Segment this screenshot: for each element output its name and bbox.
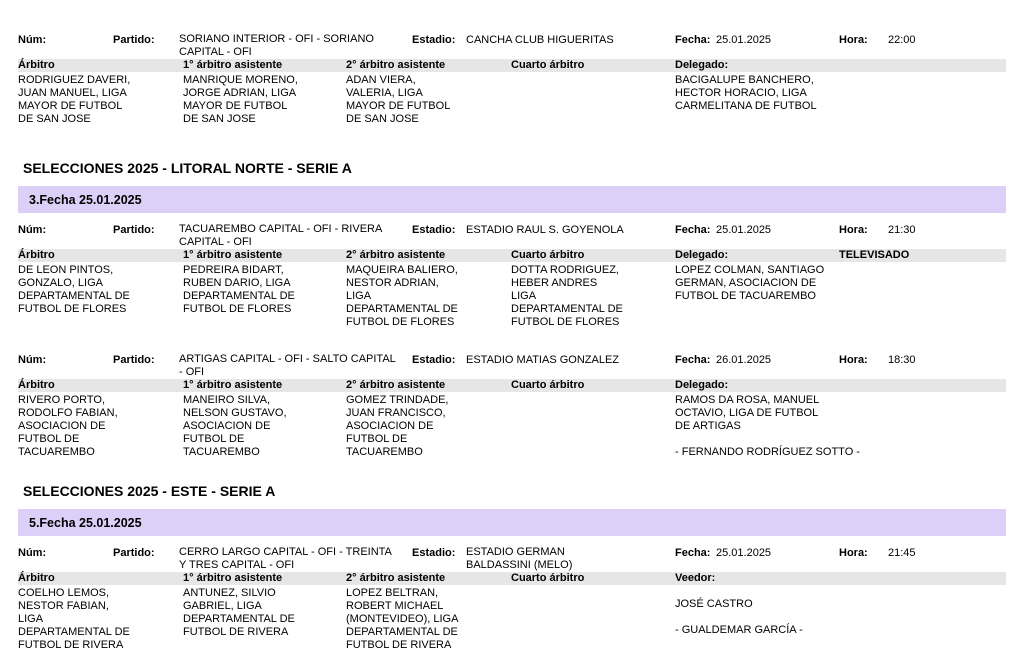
- extra-official-note: - GUALDEMAR GARCÍA -: [675, 624, 803, 636]
- extra-official-note: - FERNANDO RODRÍGUEZ SOTTO -: [675, 446, 860, 458]
- asist2-value: GOMEZ TRINDADE, JUAN FRANCISCO, ASOCIACION DE FUTBOL DE TACUAREMBO: [346, 394, 449, 458]
- fecha-header-bar: [18, 509, 1006, 536]
- estadio-label: Estadio:: [412, 547, 456, 559]
- cuarto-header: Cuarto árbitro: [511, 572, 585, 584]
- estadio-value-line2: BALDASSINI (MELO): [466, 559, 573, 571]
- partido-label: Partido:: [113, 34, 155, 46]
- fecha-value: 25.01.2025: [716, 34, 772, 46]
- num-label: Núm:: [18, 34, 47, 46]
- delegado-value: LOPEZ COLMAN, SANTIAGO GERMAN, ASOCIACION DE FUTBOL DE TACUAREMBO: [675, 264, 825, 302]
- fecha-label: Fecha:: [675, 354, 711, 366]
- num-label: Núm:: [18, 547, 47, 559]
- delegado-value: RAMOS DA ROSA, MANUEL OCTAVIO, LIGA DE FUTBOL DE ARTIGAS: [675, 394, 820, 432]
- estadio-label: Estadio:: [412, 34, 456, 46]
- asist2-header: 2° árbitro asistente: [346, 379, 446, 391]
- asist2-value: ADAN VIERA, VALERIA, LIGA MAYOR DE FUTBOL DE SAN JOSE: [346, 74, 451, 125]
- asist1-header: 1° árbitro asistente: [183, 249, 283, 261]
- fecha-value: 25.01.2025: [716, 224, 772, 236]
- delegado-value: BACIGALUPE BANCHERO, HECTOR HORACIO, LIGA CARMELITANA DE FUTBOL: [675, 74, 817, 112]
- delegado-header: Delegado:: [675, 59, 729, 71]
- match-teams-line2: Y TRES CAPITAL - OFI: [179, 559, 295, 571]
- fecha-header-bar: [18, 186, 1006, 213]
- fecha-header-text: 3.Fecha 25.01.2025: [29, 193, 142, 207]
- arbitro-value: COELHO LEMOS, NESTOR FABIAN, LIGA DEPARTAMENTAL DE FUTBOL DE RIVERA: [18, 587, 130, 651]
- arbitro-header: Árbitro: [18, 379, 55, 391]
- estadio-value-line1: ESTADIO GERMAN: [466, 546, 565, 558]
- match-teams-line2: - OFI: [179, 366, 205, 378]
- veedor-value: JOSÉ CASTRO: [675, 598, 753, 610]
- asist1-value: MANEIRO SILVA, NELSON GUSTAVO, ASOCIACION DE FUTBOL DE TACUAREMBO: [183, 394, 287, 458]
- match-teams-line2: CAPITAL - OFI: [179, 46, 252, 58]
- hora-value: 21:45: [888, 547, 916, 559]
- asist2-header: 2° árbitro asistente: [346, 249, 446, 261]
- hora-value: 21:30: [888, 224, 916, 236]
- hora-label: Hora:: [839, 34, 868, 46]
- fecha-header-text: 5.Fecha 25.01.2025: [29, 516, 142, 530]
- delegado-header: Delegado:: [675, 249, 729, 261]
- arbitro-header: Árbitro: [18, 59, 55, 71]
- asist2-header: 2° árbitro asistente: [346, 572, 446, 584]
- fecha-value: 25.01.2025: [716, 547, 772, 559]
- televisado-badge: TELEVISADO: [839, 249, 910, 261]
- hora-label: Hora:: [839, 354, 868, 366]
- asist2-value: LOPEZ BELTRAN, ROBERT MICHAEL (MONTEVIDEO), LIGA DEPARTAMENTAL DE FUTBOL DE RIVERA: [346, 587, 459, 651]
- fecha-value: 26.01.2025: [716, 354, 772, 366]
- estadio-label: Estadio:: [412, 354, 456, 366]
- asist1-header: 1° árbitro asistente: [183, 379, 283, 391]
- fecha-label: Fecha:: [675, 547, 711, 559]
- hora-label: Hora:: [839, 224, 868, 236]
- arbitro-header: Árbitro: [18, 572, 55, 584]
- asist1-value: ANTUNEZ, SILVIO GABRIEL, LIGA DEPARTAMENTAL DE FUTBOL DE RIVERA: [183, 587, 295, 638]
- asist1-value: PEDREIRA BIDART, RUBEN DARIO, LIGA DEPARTAMENTAL DE FUTBOL DE FLORES: [183, 264, 295, 315]
- match-teams-line2: CAPITAL - OFI: [179, 236, 252, 248]
- estadio-label: Estadio:: [412, 224, 456, 236]
- section-title-este: SELECCIONES 2025 - ESTE - SERIE A: [23, 483, 276, 499]
- arbitro-value: RIVERO PORTO, RODOLFO FABIAN, ASOCIACION DE FUTBOL DE TACUAREMBO: [18, 394, 118, 458]
- section-title-litoral-norte: SELECCIONES 2025 - LITORAL NORTE - SERIE A: [23, 160, 352, 176]
- match-teams-line1: CERRO LARGO CAPITAL - OFI - TREINTA: [179, 546, 392, 558]
- fecha-label: Fecha:: [675, 34, 711, 46]
- num-label: Núm:: [18, 224, 47, 236]
- delegado-header: Delegado:: [675, 379, 729, 391]
- hora-value: 22:00: [888, 34, 916, 46]
- arbitro-value: DE LEON PINTOS, GONZALO, LIGA DEPARTAMENTAL DE FUTBOL DE FLORES: [18, 264, 130, 315]
- partido-label: Partido:: [113, 547, 155, 559]
- match-teams-line1: SORIANO INTERIOR - OFI - SORIANO: [179, 33, 374, 45]
- match-teams-line1: ARTIGAS CAPITAL - OFI - SALTO CAPITAL: [179, 353, 396, 365]
- asist1-value: MANRIQUE MORENO, JORGE ADRIAN, LIGA MAYOR DE FUTBOL DE SAN JOSE: [183, 74, 298, 125]
- asist2-header: 2° árbitro asistente: [346, 59, 446, 71]
- veedor-header: Veedor:: [675, 572, 716, 584]
- hora-label: Hora:: [839, 547, 868, 559]
- estadio-value: ESTADIO MATIAS GONZALEZ: [466, 354, 620, 366]
- partido-label: Partido:: [113, 224, 155, 236]
- cuarto-value: DOTTA RODRIGUEZ, HEBER ANDRES LIGA DEPARTAMENTAL DE FUTBOL DE FLORES: [511, 264, 623, 328]
- fecha-label: Fecha:: [675, 224, 711, 236]
- arbitro-header: Árbitro: [18, 249, 55, 261]
- num-label: Núm:: [18, 354, 47, 366]
- cuarto-header: Cuarto árbitro: [511, 59, 585, 71]
- cuarto-header: Cuarto árbitro: [511, 379, 585, 391]
- estadio-value: CANCHA CLUB HIGUERITAS: [466, 34, 614, 46]
- asist1-header: 1° árbitro asistente: [183, 59, 283, 71]
- cuarto-header: Cuarto árbitro: [511, 249, 585, 261]
- hora-value: 18:30: [888, 354, 916, 366]
- arbitro-value: RODRIGUEZ DAVERI, JUAN MANUEL, LIGA MAYOR DE FUTBOL DE SAN JOSE: [18, 74, 131, 125]
- estadio-value: ESTADIO RAUL S. GOYENOLA: [466, 224, 624, 236]
- partido-label: Partido:: [113, 354, 155, 366]
- asist2-value: MAQUEIRA BALIERO, NESTOR ADRIAN, LIGA DEPARTAMENTAL DE FUTBOL DE FLORES: [346, 264, 458, 328]
- asist1-header: 1° árbitro asistente: [183, 572, 283, 584]
- match-teams-line1: TACUAREMBO CAPITAL - OFI - RIVERA: [179, 223, 383, 235]
